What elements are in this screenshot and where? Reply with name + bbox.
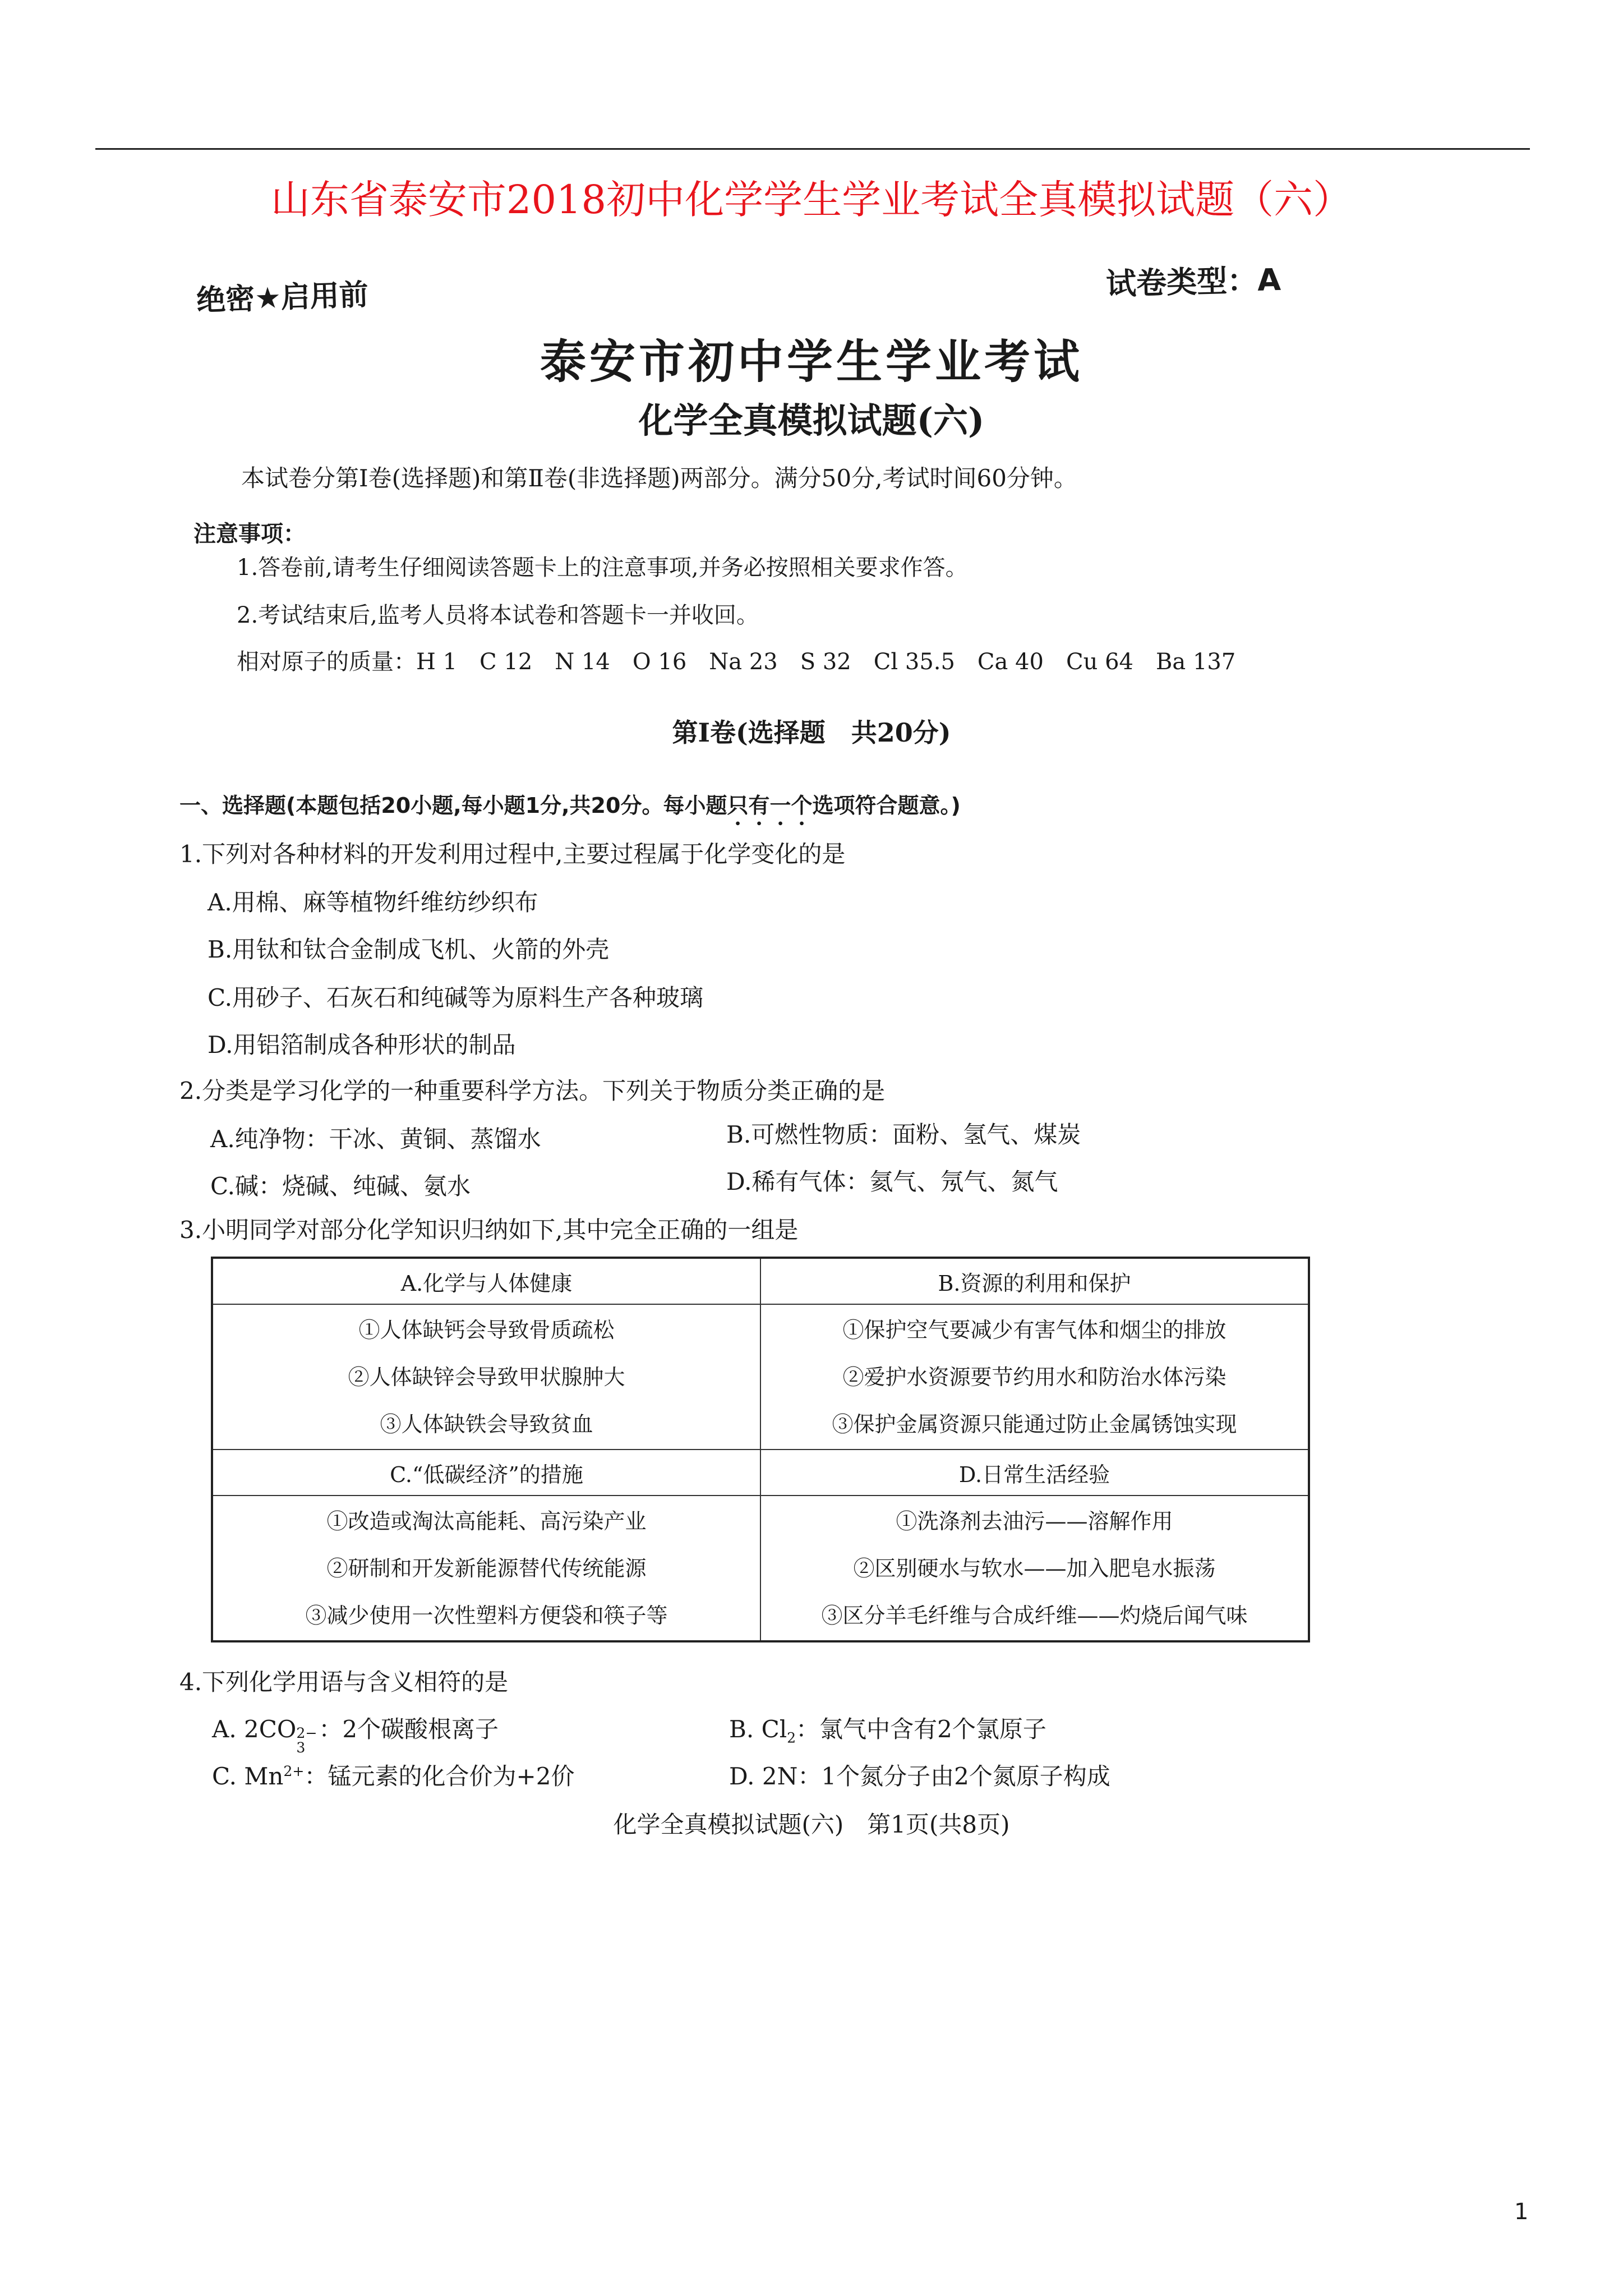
q2-option-d: D.稀有气体：氦气、氖气、氮气 bbox=[726, 1168, 1058, 1195]
q1-option-a: A.用棉、麻等植物纤维纺纱织布 bbox=[208, 889, 538, 916]
atomic-masses: 相对原子的质量：H 1 C 12 N 14 O 16 Na 23 S 32 Cl 35.5 Ca 40 Cu 64 Ba 137 bbox=[237, 649, 1236, 675]
q3-knowledge-table bbox=[211, 1257, 1310, 1642]
q3-a-item-2: ②人体缺锌会导致甲状腺肿大 bbox=[348, 1364, 625, 1389]
q3-cell-b-items bbox=[760, 1304, 1309, 1450]
document-title: 山东省泰安市2018初中化学学生学业考试全真模拟试题（六） bbox=[270, 177, 1353, 223]
q3-cell-d-items bbox=[760, 1496, 1309, 1641]
notes-item-2: 2.考试结束后,监考人员将本试卷和答题卡一并收回。 bbox=[237, 602, 759, 628]
q3-c-item-3: ③减少使用一次性塑料方便袋和筷子等 bbox=[305, 1603, 668, 1628]
q1-option-b: B.用钛和钛合金制成飞机、火箭的外壳 bbox=[208, 936, 610, 963]
secret-mark: 绝密★启用前 bbox=[196, 278, 369, 318]
q3-b-item-3: ③保护金属资源只能通过防止金属锈蚀实现 bbox=[832, 1411, 1237, 1437]
q4-option-d: D. 2N：1个氮分子由2个氮原子构成 bbox=[729, 1763, 1110, 1790]
q4-option-c: C. $Mn^{2+}$：锰元素的化合价为+2价 bbox=[212, 1763, 575, 1790]
q3-cell-c-items bbox=[212, 1496, 760, 1641]
q3-cell-a-items bbox=[212, 1304, 760, 1450]
q4-stem: 4.下列化学用语与含义相符的是 bbox=[179, 1668, 509, 1696]
emphasis-only-one: 只有一个 bbox=[727, 793, 813, 818]
q2-option-c: C.碱：烧碱、纯碱、氨水 bbox=[210, 1172, 471, 1200]
q3-c-item-1: ①改造或淘汰高能耗、高污染产业 bbox=[326, 1508, 647, 1534]
q3-d-item-3: ③区分羊毛纤维与合成纤维——灼烧后闻气味 bbox=[821, 1603, 1248, 1628]
paper-type: 试卷类型：A bbox=[1105, 261, 1281, 302]
q1-stem: 1.下列对各种材料的开发利用过程中,主要过程属于化学变化的是 bbox=[179, 840, 846, 868]
q3-d-item-2: ②区别硬水与软水——加入肥皂水振荡 bbox=[853, 1556, 1216, 1581]
q3-cell-a-title: A.化学与人体健康 bbox=[212, 1258, 760, 1304]
section-instruction: 一、选择题(本题包括20小题,每小题1分,共20分。每小题只有一个选项符合题意。) bbox=[179, 793, 961, 818]
q3-cell-c-title: C.“低碳经济”的措施 bbox=[212, 1450, 760, 1496]
q2-option-a: A.纯净物：干冰、黄铜、蒸馏水 bbox=[210, 1125, 541, 1153]
q3-cell-b-title: B.资源的利用和保护 bbox=[760, 1258, 1309, 1304]
q4-option-a: A. 2CO 2− 3 ：2个碳酸根离子 bbox=[212, 1715, 499, 1756]
q4-option-b: B. $Cl_2$：氯气中含有2个氯原子 bbox=[729, 1715, 1046, 1746]
q3-c-item-2: ②研制和开发新能源替代传统能源 bbox=[326, 1556, 647, 1581]
q1-option-c: C.用砂子、石灰石和纯碱等为原料生产各种玻璃 bbox=[208, 984, 703, 1011]
q1-option-d: D.用铝箔制成各种形状的制品 bbox=[208, 1031, 516, 1059]
notes-item-1: 1.答卷前,请考生仔细阅读答题卡上的注意事项,并务必按照相关要求作答。 bbox=[237, 555, 968, 581]
q3-a-item-1: ①人体缺钙会导致骨质疏松 bbox=[358, 1317, 615, 1342]
section-heading: 第Ⅰ卷(选择题 共20分) bbox=[672, 717, 951, 748]
exam-intro: 本试卷分第Ⅰ卷(选择题)和第Ⅱ卷(非选择题)两部分。满分50分,考试时间60分钟。 bbox=[241, 464, 1077, 492]
header-rule bbox=[95, 148, 1530, 150]
exam-title: 泰安市初中学生学业考试 bbox=[540, 335, 1083, 389]
q3-a-item-3: ③人体缺铁会导致贫血 bbox=[380, 1411, 593, 1437]
q3-d-item-1: ①洗涤剂去油污——溶解作用 bbox=[896, 1508, 1173, 1534]
q3-cell-d-title: D.日常生活经验 bbox=[760, 1450, 1309, 1496]
q3-stem: 3.小明同学对部分化学知识归纳如下,其中完全正确的一组是 bbox=[179, 1216, 799, 1244]
q2-option-b: B.可燃性物质：面粉、氢气、煤炭 bbox=[726, 1121, 1081, 1148]
page-footer: 化学全真模拟试题(六) 第1页(共8页) bbox=[613, 1811, 1010, 1838]
q2-stem: 2.分类是学习化学的一种重要科学方法。下列关于物质分类正确的是 bbox=[179, 1077, 886, 1105]
page-number: 1 bbox=[1514, 2199, 1529, 2225]
exam-subtitle: 化学全真模拟试题(六) bbox=[638, 400, 985, 441]
notes-heading: 注意事项： bbox=[193, 521, 306, 547]
q3-b-item-1: ①保护空气要减少有害气体和烟尘的排放 bbox=[842, 1317, 1227, 1342]
q3-b-item-2: ②爱护水资源要节约用水和防治水体污染 bbox=[842, 1364, 1227, 1389]
